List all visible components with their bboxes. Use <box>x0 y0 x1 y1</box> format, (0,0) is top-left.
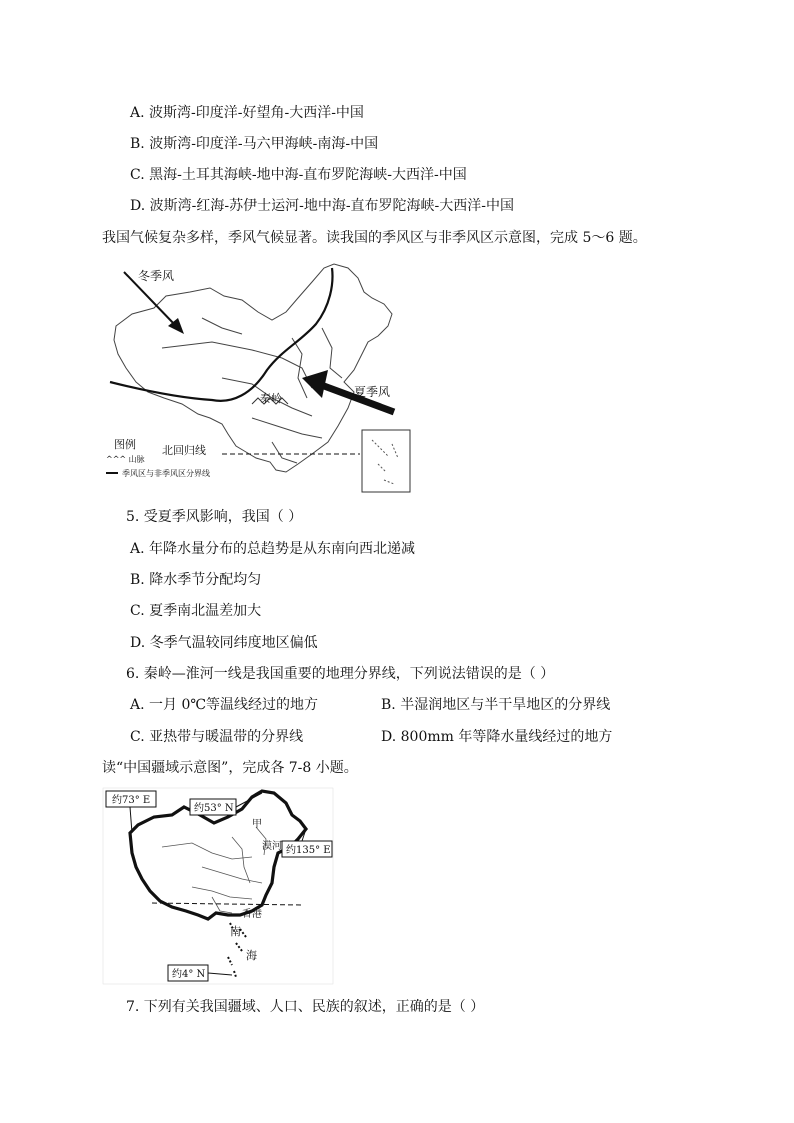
intro-territory: 读“中国疆域示意图”，完成各 7-8 小题。 <box>102 760 358 776</box>
q6-option-c: C. 亚热带与暖温带的分界线 <box>130 729 304 745</box>
q6-option-a: A. 一月 0℃等温线经过的地方 <box>130 697 319 713</box>
tropic-label: 北回归线 <box>162 444 206 457</box>
nan-label: 南 <box>230 925 241 938</box>
legend-title: 图例 <box>114 438 136 451</box>
monsoon-map <box>102 258 414 496</box>
winter-monsoon-label: 冬季风 <box>138 269 175 283</box>
q4-option-b: B. 波斯湾-印度洋-马六甲海峡-南海-中国 <box>130 136 379 152</box>
q5-option-a: A. 年降水量分布的总趋势是从东南向西北递减 <box>130 541 416 557</box>
hongkong-label: 香港 <box>242 909 262 920</box>
china-outline <box>114 264 392 472</box>
q4-option-c: C. 黑海-土耳其海峡-地中海-直布罗陀海峡-大西洋-中国 <box>130 167 467 183</box>
summer-monsoon-label: 夏季风 <box>354 385 391 399</box>
mohe-label: 漠河 <box>262 841 282 852</box>
qinling-label: 秦岭 <box>260 392 282 405</box>
lon-east-label: 约135° E <box>286 845 331 856</box>
q7-stem: 7. 下列有关我国疆域、人口、民族的叙述，正确的是（ ） <box>126 999 485 1015</box>
q5-stem: 5. 受夏季风影响，我国（ ） <box>126 509 303 525</box>
lat-south-label: 约4° N <box>172 969 206 980</box>
q4-option-a: A. 波斯湾-印度洋-好望角-大西洋-中国 <box>130 105 364 121</box>
south-china-sea-inset <box>362 430 410 492</box>
q6-stem: 6. 秦岭—淮河一线是我国重要的地理分界线，下列说法错误的是（ ） <box>126 666 555 682</box>
q5-option-c: C. 夏季南北温差加大 <box>130 603 262 619</box>
lat-north-label: 约53° N <box>194 803 234 814</box>
hai-label: 海 <box>246 949 257 962</box>
legend-boundary: 季风区与非季风区分界线 <box>122 469 210 478</box>
lon-west-label: 约73° E <box>112 795 151 806</box>
jia-label: 甲 <box>252 819 262 830</box>
q6-option-d: D. 800mm 年等降水量线经过的地方 <box>381 729 613 745</box>
legend-mountain: ^^^ 山脉 <box>106 455 145 464</box>
q6-option-b: B. 半湿润地区与半干旱地区的分界线 <box>381 697 611 713</box>
q5-option-b: B. 降水季节分配均匀 <box>130 572 262 588</box>
territory-map <box>102 787 334 985</box>
q4-option-d: D. 波斯湾-红海-苏伊士运河-地中海-直布罗陀海峡-大西洋-中国 <box>130 198 515 214</box>
q5-option-d: D. 冬季气温较同纬度地区偏低 <box>130 635 318 651</box>
intro-monsoon: 我国气候复杂多样，季风气候显著。读我国的季风区与非季风区示意图，完成 5～6 题。 <box>102 230 647 246</box>
